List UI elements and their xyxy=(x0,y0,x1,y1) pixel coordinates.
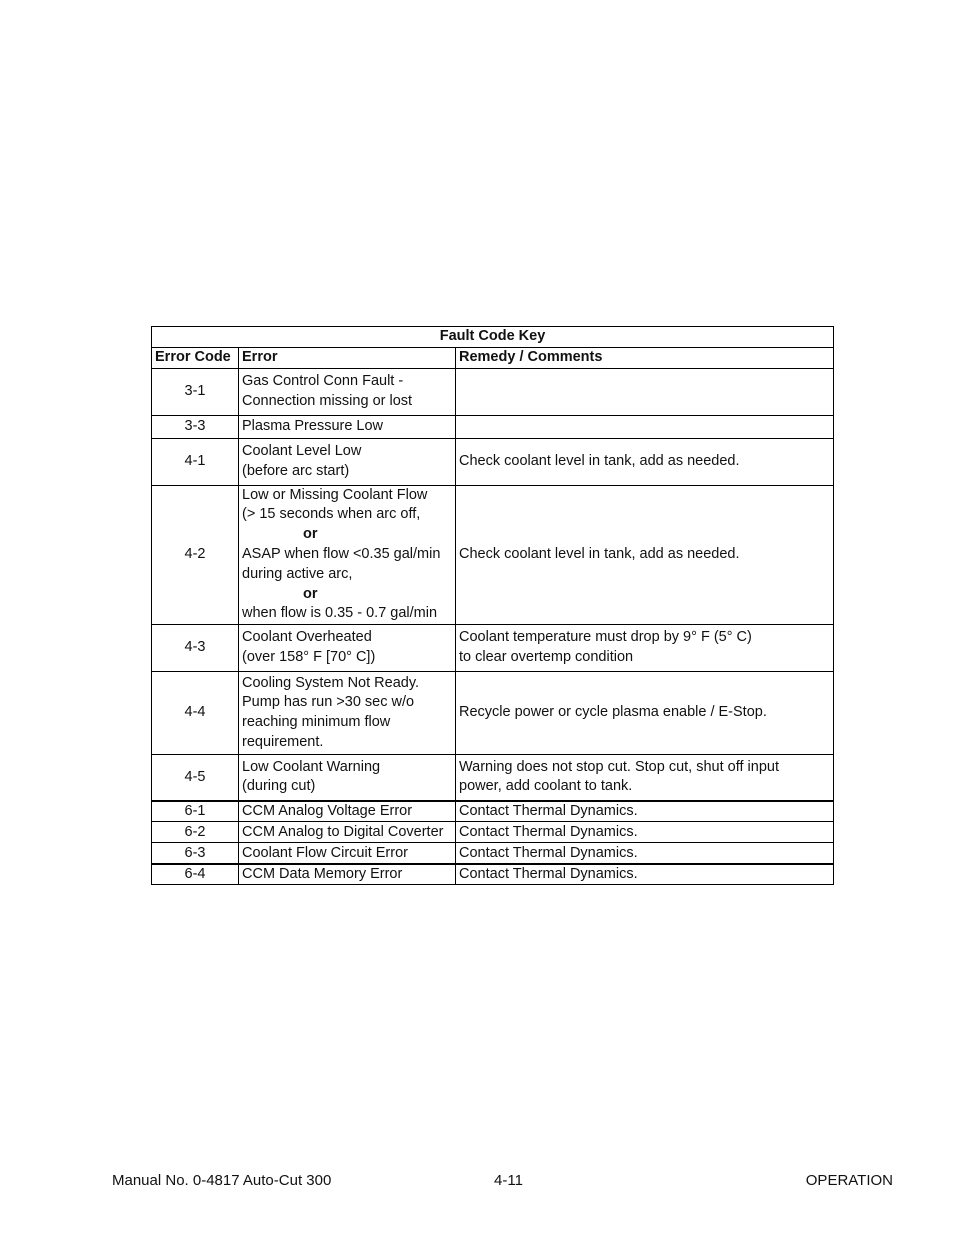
error-code-cell: 4-5 xyxy=(152,755,239,801)
error-cell xyxy=(239,822,456,843)
error-text: CCM Data Memory Error xyxy=(242,866,403,883)
table-row xyxy=(152,822,834,843)
error-cell xyxy=(239,368,456,415)
or-separator: or xyxy=(303,585,318,602)
error-text: (during cut) xyxy=(242,778,316,795)
error-text: when flow is 0.35 - 0.7 gal/min xyxy=(242,605,438,622)
remedy-cell xyxy=(456,801,834,822)
error-code-cell: 6-2 xyxy=(152,822,239,843)
table-title: Fault Code Key xyxy=(152,327,834,348)
table-row xyxy=(152,801,834,822)
remedy-cell xyxy=(456,672,834,755)
footer-section: OPERATION xyxy=(805,1172,893,1189)
error-cell xyxy=(239,625,456,672)
table-row xyxy=(152,368,834,415)
error-cell xyxy=(239,843,456,864)
error-code-cell: 4-3 xyxy=(152,625,239,672)
error-code-cell: 6-4 xyxy=(152,864,239,885)
remedy-cell xyxy=(456,822,834,843)
error-text: Coolant Flow Circuit Error xyxy=(242,844,408,861)
error-text: Plasma Pressure Low xyxy=(242,417,384,434)
error-cell xyxy=(239,438,456,485)
error-cell xyxy=(239,485,456,625)
error-text: Cooling System Not Ready. xyxy=(242,674,420,691)
error-cell xyxy=(239,755,456,801)
table-row xyxy=(152,672,834,755)
error-text: Coolant Overheated xyxy=(242,629,372,646)
remedy-text: Contact Thermal Dynamics. xyxy=(459,844,638,861)
table-row xyxy=(152,864,834,885)
header-remedy: Remedy / Comments xyxy=(456,347,834,368)
remedy-text: Recycle power or cycle plasma enable / E-Stop. xyxy=(459,704,767,721)
table-row xyxy=(152,415,834,438)
table-row xyxy=(152,438,834,485)
remedy-cell xyxy=(456,438,834,485)
error-code-cell: 4-4 xyxy=(152,672,239,755)
error-text: Gas Control Conn Fault - xyxy=(242,372,404,389)
error-code-cell: 4-2 xyxy=(152,485,239,625)
table-row xyxy=(152,485,834,625)
error-text: (before arc start) xyxy=(242,462,350,479)
remedy-text: power, add coolant to tank. xyxy=(459,778,633,795)
error-cell xyxy=(239,864,456,885)
remedy-cell xyxy=(456,625,834,672)
error-text: CCM Analog Voltage Error xyxy=(242,803,413,820)
remedy-cell xyxy=(456,755,834,801)
remedy-cell xyxy=(456,864,834,885)
fault-code-table xyxy=(151,326,834,885)
header-error-code: Error Code xyxy=(152,347,239,368)
error-cell xyxy=(239,801,456,822)
error-cell xyxy=(239,672,456,755)
table-row xyxy=(152,755,834,801)
remedy-cell xyxy=(456,843,834,864)
error-text: Connection missing or lost xyxy=(242,392,413,409)
remedy-text: to clear overtemp condition xyxy=(459,649,634,666)
remedy-cell xyxy=(456,415,834,438)
error-text: (over 158° F [70° C]) xyxy=(242,649,376,666)
error-text: CCM Analog to Digital Coverter xyxy=(242,824,444,841)
remedy-text: Contact Thermal Dynamics. xyxy=(459,803,638,820)
error-code-cell: 4-1 xyxy=(152,438,239,485)
or-separator: or xyxy=(303,526,318,543)
error-text: Low Coolant Warning xyxy=(242,758,381,775)
error-text: during active arc, xyxy=(242,565,353,582)
error-code-cell: 3-1 xyxy=(152,368,239,415)
remedy-text: Coolant temperature must drop by 9° F (5° C) xyxy=(459,629,752,646)
remedy-text: Check coolant level in tank, add as needed. xyxy=(459,545,740,562)
error-cell xyxy=(239,415,456,438)
remedy-cell xyxy=(456,368,834,415)
header-error: Error xyxy=(239,347,456,368)
error-text: ASAP when flow <0.35 gal/min xyxy=(242,545,441,562)
footer-manual-number: Manual No. 0-4817 Auto-Cut 300 xyxy=(112,1172,332,1189)
error-text: requirement. xyxy=(242,733,324,750)
table-row xyxy=(152,625,834,672)
remedy-text: Contact Thermal Dynamics. xyxy=(459,824,638,841)
remedy-text: Warning does not stop cut. Stop cut, shut off input xyxy=(459,758,779,775)
error-code-cell: 6-3 xyxy=(152,843,239,864)
error-text: Pump has run >30 sec w/o xyxy=(242,694,415,711)
header-row xyxy=(152,347,834,368)
remedy-text: Contact Thermal Dynamics. xyxy=(459,866,638,883)
error-text: Coolant Level Low xyxy=(242,442,362,459)
table-row xyxy=(152,843,834,864)
error-code-cell: 6-1 xyxy=(152,801,239,822)
error-code-cell: 3-3 xyxy=(152,415,239,438)
remedy-cell xyxy=(456,485,834,625)
remedy-text: Check coolant level in tank, add as needed. xyxy=(459,452,740,469)
error-text: Low or Missing Coolant Flow xyxy=(242,486,428,503)
footer-page-number: 4-11 xyxy=(494,1172,523,1189)
error-text: reaching minimum flow xyxy=(242,714,391,731)
error-text: (> 15 seconds when arc off, xyxy=(242,506,421,523)
